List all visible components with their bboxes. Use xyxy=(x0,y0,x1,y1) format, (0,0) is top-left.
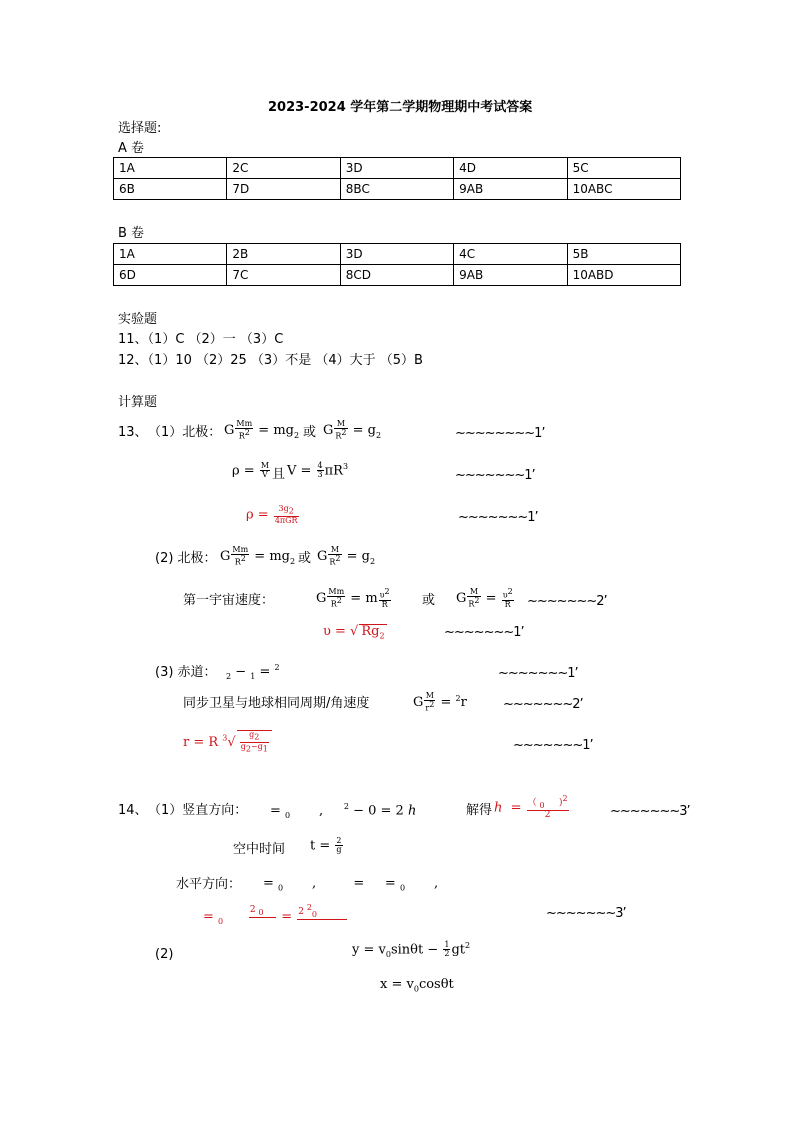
table-cell: 6B xyxy=(114,179,227,200)
choice-heading: 选择题: xyxy=(118,121,162,136)
q13-score-1c: ~~~~~~~1’ xyxy=(458,510,538,525)
q13-score-3c: ~~~~~~~1’ xyxy=(513,738,593,753)
table-row xyxy=(114,158,681,179)
q14-number: 14、 xyxy=(118,803,148,818)
q14-score-1a: ~~~~~~~3’ xyxy=(610,804,690,819)
table-cell: 4D xyxy=(454,158,567,179)
q14-horizontal-formula: = $_0$ , = = $_0$ , xyxy=(263,876,439,893)
q13-sync-formula: G $\frac{M}{r^2}$ = $^2$r xyxy=(413,691,467,714)
q13-score-2a: ~~~~~~~2’ xyxy=(527,594,607,609)
table-cell: 6D xyxy=(114,265,227,286)
q11-answer: 11、（1）C （2）一 （3）C xyxy=(118,332,284,347)
q13-equator-formula: $_2$ − $_1$ = $^2$ xyxy=(226,663,280,681)
q13-density-result: ρ = $\frac{3g_2}{\text{4πGR}}$ xyxy=(246,504,298,525)
q14-height-result: h = $\frac{( _0 )^2}{2}$ xyxy=(494,794,568,821)
q13-p2-gravity-formula: G $\frac{Mm}{R^2}$ = $mg_2$ xyxy=(220,545,296,568)
experiment-heading: 实验题 xyxy=(118,312,158,327)
table-cell: 1A xyxy=(114,244,227,265)
table-cell: 3D xyxy=(340,158,453,179)
q14-score-1b: ~~~~~~~3’ xyxy=(546,906,626,921)
q13-part1-label: （1）北极： xyxy=(148,425,222,440)
table-row xyxy=(114,179,681,200)
q13-p2-or-text: 或 xyxy=(298,551,312,566)
q13-number: 13、 xyxy=(118,425,148,440)
table-cell: 9AB xyxy=(454,265,567,286)
table-cell: 9AB xyxy=(454,179,567,200)
table-cell: 8BC xyxy=(340,179,453,200)
q13-score-3a: ~~~~~~~1’ xyxy=(498,666,578,681)
table-cell: 5C xyxy=(567,158,680,179)
q13-velocity-result: υ = √ $Rg_2$ xyxy=(323,624,385,641)
q14-solve-text: 解得 xyxy=(466,803,493,818)
q13-cosmic-formula-alt: G $\frac{M}{R^2}$ = $\frac{\upsilon^2}{R}$ xyxy=(456,587,513,610)
q14-airtime-label: 空中时间 xyxy=(233,842,286,857)
q13-gravity-formula: G $\frac{Mm}{R^2}$ = $mg_2$ xyxy=(224,419,300,442)
q13-cosmic-or-text: 或 xyxy=(422,593,436,608)
table-cell: 7D xyxy=(227,179,340,200)
q13-gravity-formula-alt: G $\frac{M}{R^2}$ = $g_2$ xyxy=(323,419,382,442)
q12-answer: 12、（1）10 （2）25 （3）不是 （4）大于 （5）B xyxy=(118,353,423,368)
q14-distance-result: = $_0$ 2 $_0$ = 2 $^2_0$ xyxy=(203,904,348,930)
q14-airtime-formula: t = $\frac{2}{g}$ xyxy=(310,836,342,855)
q13-radius-result: r = R $^3$√ $\frac{g_2}{g_2-g_1}$ xyxy=(183,730,272,754)
q13-score-3b: ~~~~~~~2’ xyxy=(503,697,583,712)
q13-cosmic-label: 第一宇宙速度： xyxy=(183,593,275,608)
paper-a-label: A 卷 xyxy=(118,141,145,156)
q13-part2-label: (2) 北极： xyxy=(155,551,217,566)
table-row xyxy=(114,244,681,265)
table-cell: 1A xyxy=(114,158,227,179)
q13-score-2b: ~~~~~~~1’ xyxy=(444,625,524,640)
q14-x-formula: $x = v_0\cos\theta t$ xyxy=(380,977,454,994)
table-cell: 4C xyxy=(454,244,567,265)
q13-or-text: 或 xyxy=(303,425,317,440)
q13-and-text: 且 xyxy=(272,467,286,482)
q14-horizontal-label: 水平方向： xyxy=(176,877,242,892)
page-title: 2023-2024 学年第二学期物理期中考试答案 xyxy=(268,100,533,115)
paper-b-table xyxy=(113,243,681,286)
q13-part3-label: (3) 赤道： xyxy=(155,665,217,680)
paper-a-table xyxy=(113,157,681,200)
table-cell: 2C xyxy=(227,158,340,179)
q13-sync-text: 同步卫星与地球相同周期/角速度 xyxy=(183,696,370,711)
q13-volume-formula: V = $\frac{4}{3}$ $\pi R^3$ xyxy=(287,461,349,480)
table-cell: 8CD xyxy=(340,265,453,286)
q13-score-1b: ~~~~~~~1’ xyxy=(455,468,535,483)
q13-cosmic-formula: G $\frac{Mm}{R^2}$ = m $\frac{\upsilon^2}{R}$ xyxy=(316,587,390,610)
q14-part2-label: (2) xyxy=(155,947,174,962)
q14-part1-label: （1）竖直方向： xyxy=(148,803,248,818)
q14-y-formula: $y = v_0\sin\theta t$ − $\frac{1}{2}$ $gt^2$ xyxy=(352,940,471,959)
table-cell: 7C xyxy=(227,265,340,286)
q13-density-formula: ρ = $\frac{M}{V}$ xyxy=(232,461,270,480)
table-cell: 2B xyxy=(227,244,340,265)
calc-heading: 计算题 xyxy=(118,395,158,410)
table-row xyxy=(114,265,681,286)
q13-score-1a: ~~~~~~~~1’ xyxy=(455,426,545,441)
table-cell: 10ABC xyxy=(567,179,680,200)
table-cell: 10ABD xyxy=(567,265,680,286)
paper-b-label: B 卷 xyxy=(118,226,145,241)
table-cell: 5B xyxy=(567,244,680,265)
q14-vertical-formula: = $_0$ , $^2$ − 0 = 2 h xyxy=(270,802,417,820)
table-cell: 3D xyxy=(340,244,453,265)
q13-p2-gravity-formula-alt: G $\frac{M}{R^2}$ = $g_2$ xyxy=(317,545,376,568)
